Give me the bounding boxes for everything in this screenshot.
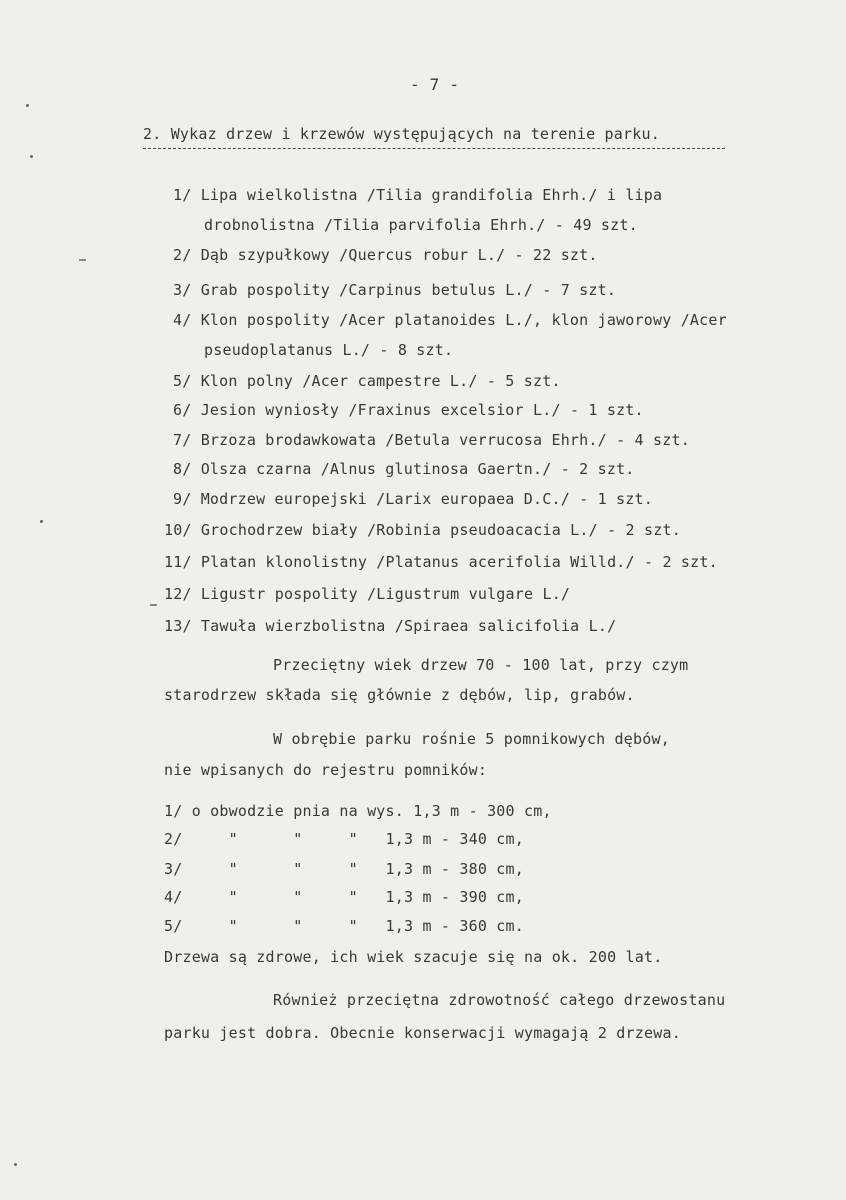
monument-line: 2/ " " " 1,3 m - 340 cm, bbox=[164, 830, 524, 848]
scan-mark bbox=[30, 155, 33, 158]
species-line: 1/ Lipa wielkolistna /Tilia grandifolia Ehrh./ i lipa bbox=[173, 186, 663, 204]
species-line: 8/ Olsza czarna /Alnus glutinosa Gaertn./ - 2 szt. bbox=[173, 460, 635, 478]
species-line: 2/ Dąb szypułkowy /Quercus robur L./ - 22 szt. bbox=[173, 246, 598, 264]
species-line: 4/ Klon pospolity /Acer platanoides L./, klon jaworowy /Acer bbox=[173, 311, 727, 329]
species-line: 7/ Brzoza brodawkowata /Betula verrucosa Ehrh./ - 4 szt. bbox=[173, 431, 690, 449]
paragraph-line: Również przeciętna zdrowotność całego drzewostanu bbox=[273, 991, 726, 1009]
species-line: 11/ Platan klonolistny /Platanus acerifolia Willd./ - 2 szt. bbox=[164, 553, 718, 571]
scan-mark bbox=[79, 259, 86, 261]
paragraph-line: W obrębie parku rośnie 5 pomnikowych dębów, bbox=[273, 730, 670, 748]
scan-mark bbox=[26, 104, 29, 107]
species-line: 6/ Jesion wyniosły /Fraxinus excelsior L./ - 1 szt. bbox=[173, 401, 644, 419]
species-line: pseudoplatanus L./ - 8 szt. bbox=[204, 341, 454, 359]
section-heading: 2. Wykaz drzew i krzewów występujących na terenie parku. bbox=[143, 125, 660, 143]
scan-mark bbox=[40, 520, 43, 523]
monument-line: 1/ o obwodzie pnia na wys. 1,3 m - 300 cm, bbox=[164, 802, 552, 820]
monument-line: 4/ " " " 1,3 m - 390 cm, bbox=[164, 888, 524, 906]
scan-mark bbox=[14, 1163, 17, 1166]
paragraph-line: Przeciętny wiek drzew 70 - 100 lat, przy czym bbox=[273, 656, 689, 674]
scan-mark bbox=[150, 604, 157, 606]
species-line: 13/ Tawuła wierzbolistna /Spiraea salicifolia L./ bbox=[164, 617, 617, 635]
paragraph-line: starodrzew składa się głównie z dębów, lip, grabów. bbox=[164, 686, 635, 704]
species-line: drobnolistna /Tilia parvifolia Ehrh./ - 49 szt. bbox=[204, 216, 638, 234]
health-note: Drzewa są zdrowe, ich wiek szacuje się na ok. 200 lat. bbox=[164, 948, 663, 966]
paragraph-line: parku jest dobra. Obecnie konserwacji wymagają 2 drzewa. bbox=[164, 1024, 681, 1042]
species-line: 12/ Ligustr pospolity /Ligustrum vulgare L./ bbox=[164, 585, 571, 603]
heading-underline bbox=[143, 148, 725, 149]
page-number: - 7 - bbox=[410, 75, 460, 94]
species-line: 3/ Grab pospolity /Carpinus betulus L./ - 7 szt. bbox=[173, 281, 617, 299]
monument-line: 5/ " " " 1,3 m - 360 cm. bbox=[164, 917, 524, 935]
monument-line: 3/ " " " 1,3 m - 380 cm, bbox=[164, 860, 524, 878]
paragraph-line: nie wpisanych do rejestru pomników: bbox=[164, 761, 488, 779]
species-line: 9/ Modrzew europejski /Larix europaea D.C./ - 1 szt. bbox=[173, 490, 653, 508]
species-line: 5/ Klon polny /Acer campestre L./ - 5 szt. bbox=[173, 372, 561, 390]
species-line: 10/ Grochodrzew biały /Robinia pseudoacacia L./ - 2 szt. bbox=[164, 521, 681, 539]
